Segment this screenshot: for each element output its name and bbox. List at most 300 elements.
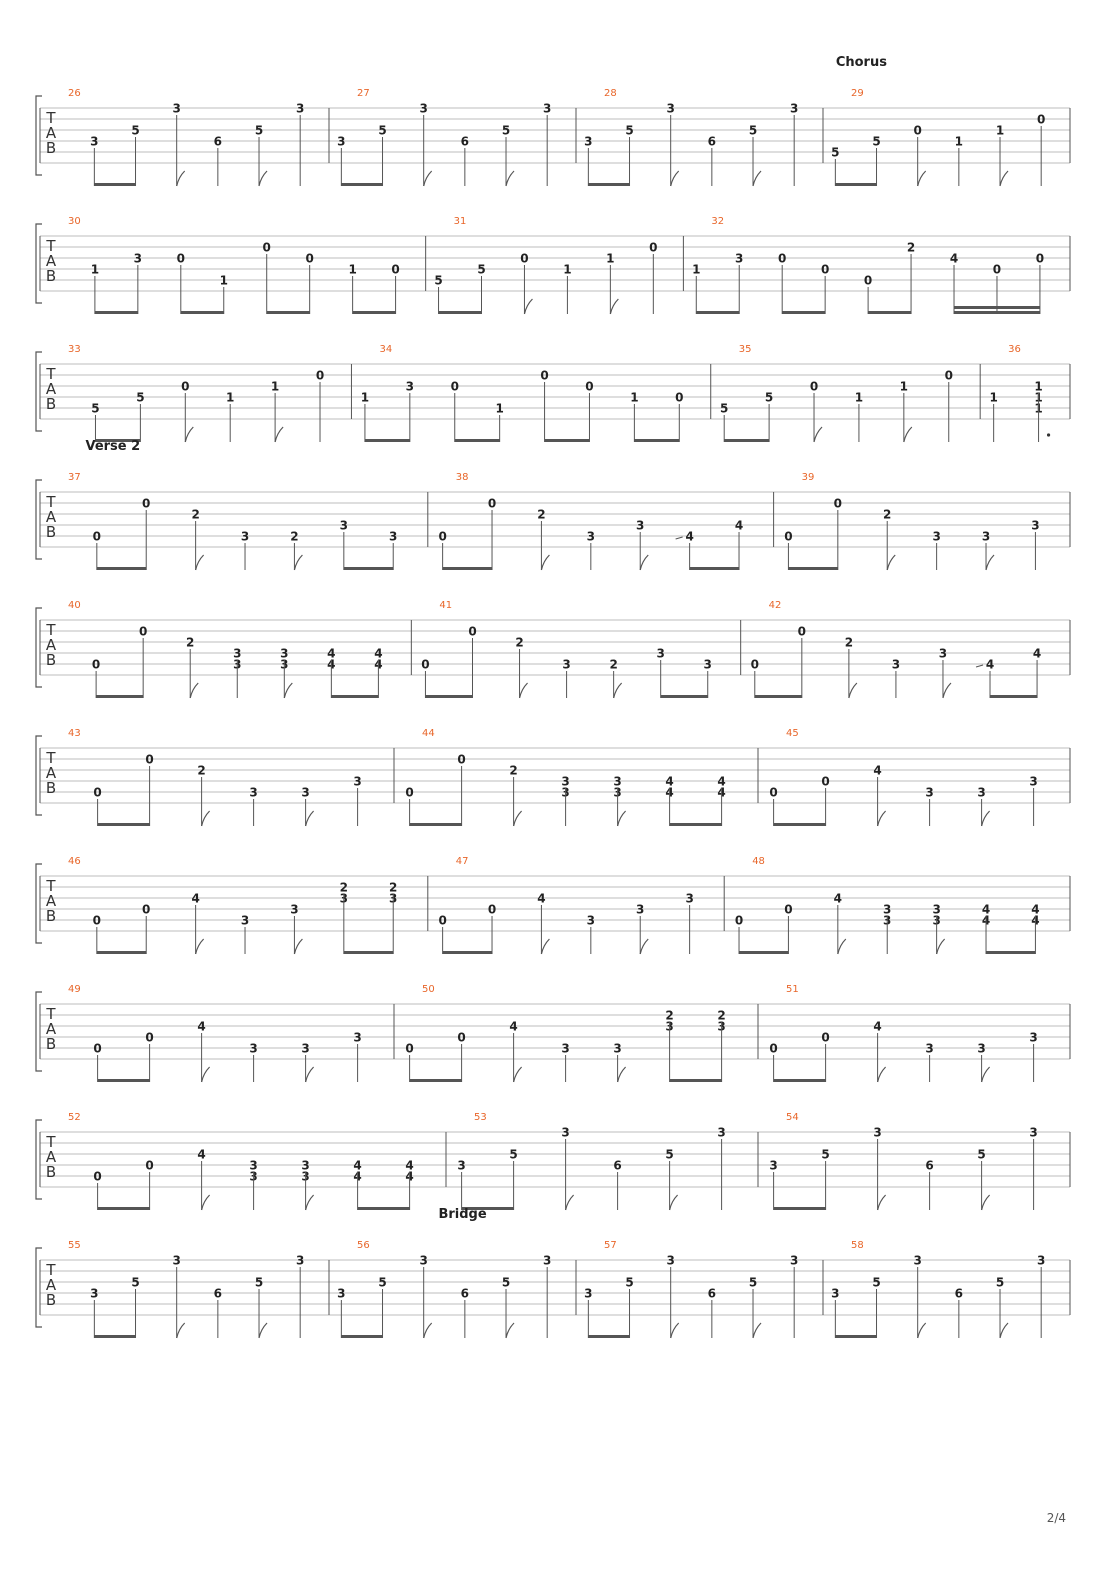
fret-number: 0: [91, 657, 101, 672]
fret-number: 0: [438, 913, 447, 928]
fret-number: 6: [707, 1286, 717, 1301]
fret-number: 1: [854, 390, 864, 405]
measure-number: 31: [453, 216, 467, 227]
fret-number: 1: [90, 262, 100, 277]
fret-number: 3: [543, 101, 552, 116]
tab-clef-letter: B: [45, 1035, 57, 1053]
tab-clef-letter: B: [45, 1291, 57, 1309]
fret-number: 3: [457, 1158, 466, 1173]
eighth-flag: [1000, 171, 1008, 186]
measure-number: 26: [68, 88, 81, 99]
measure-number: 43: [68, 728, 81, 739]
fret-number: 3: [883, 913, 892, 928]
eighth-flag: [918, 1323, 926, 1338]
fret-number: 3: [280, 657, 289, 672]
fret-number: 3: [769, 1158, 778, 1173]
fret-number: 4: [537, 891, 546, 906]
fret-number: 0: [520, 251, 529, 266]
fret-number: 0: [797, 624, 807, 639]
tab-clef-letter: B: [45, 267, 57, 285]
tab-clef-letter: B: [45, 139, 57, 157]
eighth-flag: [918, 171, 926, 186]
measure-number: 40: [68, 600, 81, 611]
fret-number: 5: [131, 1275, 140, 1290]
fret-number: 1: [954, 134, 964, 149]
measure-number: 37: [68, 472, 81, 483]
fret-number: 4: [685, 529, 694, 544]
fret-number: 2: [339, 880, 348, 895]
eighth-flag: [424, 1323, 432, 1338]
fret-number: 2: [290, 529, 299, 544]
fret-number: 3: [249, 1158, 258, 1173]
fret-number: 5: [254, 123, 264, 138]
fret-number: 3: [301, 1158, 310, 1173]
tab-clef-letter: T: [46, 877, 56, 895]
measure-number: 57: [604, 1240, 617, 1251]
fret-number: 3: [932, 913, 941, 928]
measure-number: 30: [68, 216, 81, 227]
fret-number: 3: [586, 913, 595, 928]
fret-number: 3: [353, 774, 362, 789]
measure-number: 49: [68, 984, 81, 995]
fret-number: 3: [419, 101, 428, 116]
fret-number: 0: [769, 785, 778, 800]
fret-number: 3: [296, 1253, 305, 1268]
fret-number: 3: [666, 1253, 675, 1268]
page-number: 2/4: [1046, 1511, 1066, 1525]
eighth-flag: [177, 171, 185, 186]
fret-number: 3: [233, 646, 242, 661]
fret-number: 3: [296, 101, 305, 116]
fret-number: 3: [249, 1041, 258, 1056]
fret-number: 0: [405, 1041, 414, 1056]
measure-number: 56: [357, 1240, 370, 1251]
fret-number: 4: [833, 891, 842, 906]
eighth-flag: [618, 811, 626, 826]
fret-number: 3: [337, 1286, 346, 1301]
tab-clef-letter: T: [46, 1133, 56, 1151]
fret-number: 5: [720, 401, 729, 416]
fret-number: 5: [665, 1147, 674, 1162]
measure-number: 36: [1008, 344, 1021, 355]
fret-number: 0: [675, 390, 684, 405]
fret-number: 3: [831, 1286, 840, 1301]
eighth-flag: [541, 555, 549, 570]
fret-number: 3: [90, 134, 99, 149]
fret-number: 0: [142, 902, 151, 917]
fret-number: 2: [906, 240, 916, 255]
tab-clef-letter: A: [45, 1148, 57, 1166]
fret-number: 3: [977, 1041, 986, 1056]
fret-number: 0: [750, 657, 759, 672]
fret-number: 3: [790, 101, 799, 116]
tab-clef-letter: A: [45, 124, 57, 142]
dot: [1047, 433, 1050, 436]
fret-number: 6: [460, 134, 470, 149]
measure-number: 45: [786, 728, 799, 739]
fret-number: 3: [666, 101, 675, 116]
eighth-flag: [294, 939, 302, 954]
fret-number: 1: [219, 273, 228, 288]
fret-number: 5: [872, 134, 881, 149]
tab-clef-letter: B: [45, 651, 57, 669]
fret-number: 3: [249, 1169, 258, 1184]
fret-number: 3: [339, 891, 348, 906]
fret-number: 3: [685, 891, 694, 906]
fret-number: 4: [405, 1169, 414, 1184]
tab-clef-letter: B: [45, 779, 57, 797]
tab-clef-letter: A: [45, 1020, 57, 1038]
fret-number: 0: [468, 624, 477, 639]
fret-number: 3: [1029, 774, 1038, 789]
fret-number: 3: [240, 913, 250, 928]
fret-number: 4: [191, 891, 200, 906]
fret-number: 0: [176, 251, 185, 266]
fret-number: 3: [562, 657, 571, 672]
fret-number: 3: [233, 657, 242, 672]
fret-number: 3: [1029, 1030, 1038, 1045]
fret-number: 6: [460, 1286, 470, 1301]
fret-number: 4: [353, 1169, 362, 1184]
fret-number: 5: [378, 1275, 387, 1290]
fret-number: 3: [735, 251, 744, 266]
fret-number: 3: [249, 785, 258, 800]
fret-number: 1: [1034, 390, 1043, 405]
measure-number: 38: [455, 472, 469, 483]
fret-number: 1: [270, 379, 280, 394]
fret-number: 3: [925, 785, 934, 800]
fret-number: 2: [609, 657, 618, 672]
fret-number: 5: [625, 1275, 634, 1290]
fret-number: 1: [563, 262, 572, 277]
fret-number: 3: [981, 529, 991, 544]
fret-number: 0: [1035, 251, 1045, 266]
fret-number: 3: [717, 1125, 726, 1140]
fret-number: 4: [353, 1158, 362, 1173]
eighth-flag: [506, 1323, 514, 1338]
fret-number: 3: [561, 774, 570, 789]
fret-number: 2: [537, 507, 546, 522]
eighth-flag: [202, 1195, 210, 1210]
fret-number: 0: [487, 496, 497, 511]
eighth-flag: [610, 299, 618, 314]
tab-clef-letter: A: [45, 1276, 57, 1294]
fret-number: 2: [197, 763, 206, 778]
measure-number: 27: [357, 88, 370, 99]
measure-number: 34: [379, 344, 393, 355]
slide-mark: [976, 665, 983, 667]
fret-number: 5: [748, 123, 758, 138]
fret-number: 0: [438, 529, 447, 544]
fret-number: 5: [821, 1147, 830, 1162]
eighth-flag: [514, 811, 522, 826]
eighth-flag: [520, 683, 528, 698]
fret-number: 6: [613, 1158, 622, 1173]
eighth-flag: [671, 1323, 679, 1338]
eighth-flag: [202, 1067, 210, 1082]
fret-number: 0: [820, 262, 830, 277]
eighth-flag: [196, 555, 204, 570]
tab-clef-letter: A: [45, 764, 57, 782]
fret-number: 2: [191, 507, 200, 522]
fret-number: 1: [995, 123, 1005, 138]
measure-number: 39: [801, 472, 815, 483]
eighth-flag: [982, 1067, 990, 1082]
fret-number: 1: [899, 379, 909, 394]
fret-number: 3: [883, 902, 892, 917]
fret-number: 4: [665, 785, 674, 800]
fret-number: 0: [138, 624, 148, 639]
eighth-flag: [514, 1067, 522, 1082]
tab-clef-letter: B: [45, 1163, 57, 1181]
fret-number: 3: [584, 134, 593, 149]
fret-number: 5: [831, 145, 840, 160]
fret-number: 3: [1037, 1253, 1046, 1268]
fret-number: 0: [944, 368, 953, 383]
tab-clef-letter: B: [45, 395, 57, 413]
fret-number: 0: [863, 273, 873, 288]
fret-number: 5: [977, 1147, 986, 1162]
tab-clef-letter: B: [45, 523, 57, 541]
fret-number: 0: [93, 1041, 102, 1056]
tab-clef-letter: T: [46, 493, 56, 511]
fret-number: 3: [586, 529, 595, 544]
fret-number: 3: [703, 657, 712, 672]
fret-number: 2: [515, 635, 524, 650]
fret-number: 3: [977, 785, 986, 800]
measure-number: 51: [786, 984, 799, 995]
fret-number: 0: [145, 752, 154, 767]
fret-number: 0: [421, 657, 430, 672]
eighth-flag: [878, 811, 886, 826]
fret-number: 3: [873, 1125, 882, 1140]
fret-number: 0: [585, 379, 594, 394]
fret-number: 3: [561, 1125, 570, 1140]
fret-number: 4: [873, 763, 882, 778]
fret-number: 3: [339, 518, 348, 533]
fret-number: 0: [262, 240, 271, 255]
fret-number: 3: [389, 891, 398, 906]
eighth-flag: [753, 1323, 761, 1338]
fret-number: 1: [360, 390, 370, 405]
fret-number: 0: [992, 262, 1002, 277]
tab-clef-letter: A: [45, 252, 57, 270]
eighth-flag: [670, 1195, 678, 1210]
eighth-flag: [566, 1195, 574, 1210]
fret-number: 0: [93, 785, 102, 800]
fret-number: 5: [764, 390, 774, 405]
fret-number: 1: [630, 390, 639, 405]
fret-number: 4: [509, 1019, 518, 1034]
fret-number: 5: [501, 123, 511, 138]
eighth-flag: [306, 1067, 314, 1082]
eighth-flag: [196, 939, 204, 954]
fret-number: 4: [981, 913, 991, 928]
fret-number: 5: [477, 262, 486, 277]
measure-number: 48: [752, 856, 765, 867]
fret-number: 1: [1034, 379, 1043, 394]
eighth-flag: [640, 555, 648, 570]
measure-number: 47: [455, 856, 469, 867]
fret-number: 4: [873, 1019, 882, 1034]
measure-number: 35: [738, 344, 752, 355]
fret-number: 3: [925, 1041, 934, 1056]
tab-clef-letter: A: [45, 636, 57, 654]
eighth-flag: [904, 427, 912, 442]
tab-clef-letter: A: [45, 380, 57, 398]
eighth-flag: [943, 683, 951, 698]
tab-clef-letter: B: [45, 907, 57, 925]
fret-number: 3: [301, 1169, 310, 1184]
fret-number: 3: [938, 646, 948, 661]
fret-number: 4: [717, 785, 726, 800]
fret-number: 6: [213, 134, 223, 149]
fret-number: 4: [1031, 902, 1040, 917]
fret-number: 0: [181, 379, 190, 394]
measure-number: 33: [68, 344, 81, 355]
fret-number: 3: [613, 1041, 622, 1056]
fret-number: 3: [353, 1030, 362, 1045]
eighth-flag: [259, 1323, 267, 1338]
measure-number: 32: [711, 216, 725, 227]
fret-number: 3: [561, 1041, 570, 1056]
fret-number: 3: [280, 646, 289, 661]
fret-number: 5: [136, 390, 145, 405]
eighth-flag: [259, 171, 267, 186]
fret-number: 3: [90, 1286, 99, 1301]
fret-number: 5: [378, 123, 387, 138]
eighth-flag: [1000, 1323, 1008, 1338]
fret-number: 0: [450, 379, 459, 394]
measure-number: 41: [439, 600, 453, 611]
fret-number: 0: [305, 251, 314, 266]
fret-number: 5: [748, 1275, 758, 1290]
fret-number: 0: [649, 240, 658, 255]
eighth-flag: [814, 427, 822, 442]
fret-number: 4: [985, 657, 995, 672]
fret-number: 1: [495, 401, 504, 416]
fret-number: 1: [989, 390, 998, 405]
fret-number: 6: [954, 1286, 964, 1301]
fret-number: 0: [92, 913, 101, 928]
fret-number: 3: [932, 902, 941, 917]
fret-number: 6: [213, 1286, 223, 1301]
section-label: Chorus: [835, 55, 887, 70]
fret-number: 3: [636, 518, 645, 533]
fret-number: 4: [717, 774, 726, 789]
measure-number: 54: [786, 1112, 799, 1123]
measure-number: 28: [604, 88, 617, 99]
tab-clef-letter: T: [46, 237, 56, 255]
fret-number: 0: [769, 1041, 778, 1056]
eighth-flag: [753, 171, 761, 186]
fret-number: 4: [327, 657, 336, 672]
fret-number: 5: [131, 123, 140, 138]
tab-clef-letter: T: [46, 1005, 56, 1023]
eighth-flag: [284, 683, 292, 698]
eighth-flag: [306, 1195, 314, 1210]
eighth-flag: [838, 939, 846, 954]
fret-number: 0: [457, 1030, 466, 1045]
tab-clef-letter: T: [46, 621, 56, 639]
fret-number: 3: [389, 529, 398, 544]
fret-number: 3: [656, 646, 665, 661]
fret-number: 0: [1037, 112, 1046, 127]
eighth-flag: [275, 427, 283, 442]
eighth-flag: [294, 555, 302, 570]
fret-number: 3: [613, 774, 622, 789]
fret-number: 0: [778, 251, 787, 266]
fret-number: 3: [584, 1286, 593, 1301]
fret-number: 3: [665, 1019, 674, 1034]
fret-number: 3: [717, 1019, 726, 1034]
eighth-flag: [878, 1067, 886, 1082]
fret-number: 6: [925, 1158, 934, 1173]
eighth-flag: [202, 811, 210, 826]
fret-number: 2: [883, 507, 892, 522]
fret-number: 3: [561, 785, 570, 800]
measure-number: 50: [422, 984, 435, 995]
fret-number: 4: [374, 657, 383, 672]
fret-number: 1: [1034, 401, 1043, 416]
fret-number: 0: [821, 774, 830, 789]
fret-number: 3: [913, 1253, 922, 1268]
fret-number: 0: [457, 752, 466, 767]
eighth-flag: [185, 427, 193, 442]
fret-number: 2: [186, 635, 195, 650]
measure-number: 42: [768, 600, 782, 611]
fret-number: 1: [606, 251, 615, 266]
eighth-flag: [878, 1195, 886, 1210]
fret-number: 0: [487, 902, 497, 917]
fret-number: 3: [337, 134, 346, 149]
measure-number: 46: [68, 856, 81, 867]
fret-number: 2: [389, 880, 398, 895]
fret-number: 0: [540, 368, 549, 383]
fret-number: 5: [872, 1275, 881, 1290]
fret-number: 0: [405, 785, 414, 800]
eighth-flag: [887, 555, 895, 570]
fret-number: 3: [240, 529, 250, 544]
measure-number: 44: [422, 728, 435, 739]
eighth-flag: [982, 811, 990, 826]
fret-number: 3: [543, 1253, 552, 1268]
eighth-flag: [849, 683, 857, 698]
fret-number: 5: [501, 1275, 511, 1290]
measure-number: 53: [474, 1112, 487, 1123]
fret-number: 3: [613, 785, 622, 800]
eighth-flag: [506, 171, 514, 186]
eighth-flag: [614, 683, 622, 698]
fret-number: 1: [348, 262, 357, 277]
fret-number: 5: [625, 123, 634, 138]
fret-number: 0: [391, 262, 400, 277]
fret-number: 3: [636, 902, 645, 917]
fret-number: 4: [405, 1158, 414, 1173]
fret-number: 4: [665, 774, 674, 789]
fret-number: 0: [315, 368, 325, 383]
tab-clef-letter: T: [46, 365, 56, 383]
fret-number: 0: [734, 913, 744, 928]
measure-number: 52: [68, 1112, 81, 1123]
fret-number: 3: [1031, 518, 1040, 533]
fret-number: 2: [717, 1008, 726, 1023]
fret-number: 4: [374, 646, 383, 661]
fret-number: 3: [419, 1253, 428, 1268]
fret-number: 6: [707, 134, 717, 149]
eighth-flag: [671, 171, 679, 186]
measure-number: 58: [851, 1240, 864, 1251]
